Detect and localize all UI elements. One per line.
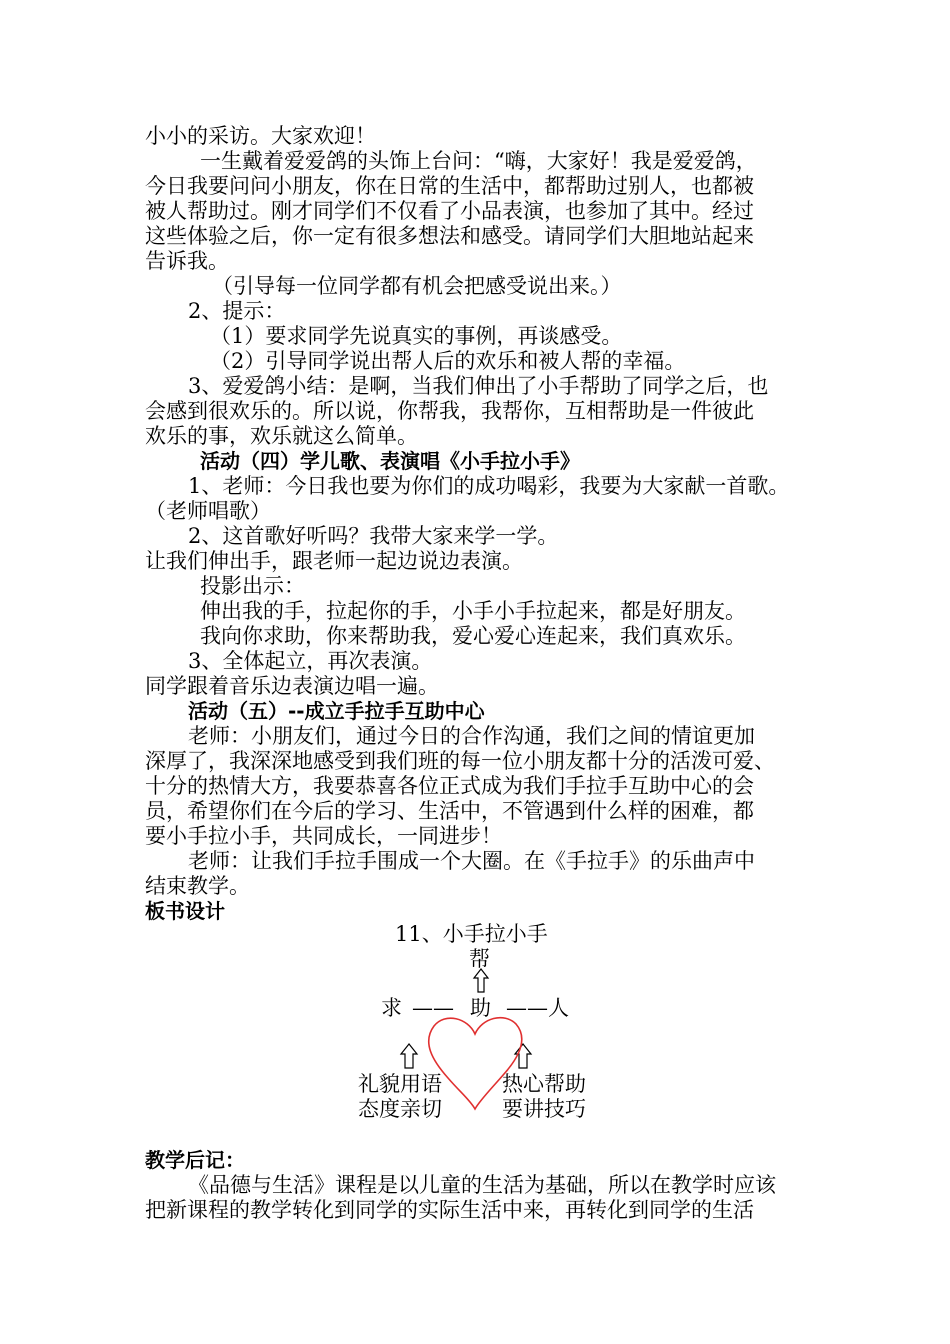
heart-icon (429, 1018, 522, 1109)
text-line: （1）要求同学先说真实的事例，再谈感受。 (210, 324, 623, 348)
board-center-char: 助 (470, 996, 491, 1020)
text-line: 会感到很欢乐的。所以说，你帮我，我帮你，互相帮助是一件彼此 (145, 399, 754, 423)
board-left-line1: 礼貌用语 (358, 1072, 442, 1096)
text-line: 被人帮助过。刚才同学们不仅看了小品表演，也参加了其中。经过 (145, 199, 754, 223)
text-line: 这些体验之后，你一定有很多想法和感受。请同学们大胆地站起来 (145, 224, 754, 248)
up-arrow-icon (474, 969, 488, 992)
text-line: 结束教学。 (145, 874, 250, 898)
text-line: 2、提示： (188, 299, 286, 323)
up-arrow-icon (401, 1044, 417, 1068)
text-line: （2）引导同学说出帮人后的欢乐和被人帮的幸福。 (210, 349, 686, 373)
text-line: 员，希望你们在今后的学习、生活中，不管遇到什么样的困难，都 (145, 799, 754, 823)
text-line: 2、这首歌好听吗？我带大家来学一学。 (188, 524, 559, 548)
text-line: 要小手拉小手，共同成长，一同进步！ (145, 824, 502, 848)
text-line: 告诉我。 (145, 249, 229, 273)
section-heading: 活动（四）学儿歌、表演唱《小手拉小手》 (200, 449, 580, 473)
text-line: 十分的热情大方，我要恭喜各位正式成为我们手拉手互助中心的会 (145, 774, 754, 798)
board-top-char: 帮 (469, 947, 490, 971)
afterword-heading: 教学后记： (145, 1148, 245, 1172)
text-line: 我向你求助，你来帮助我，爱心爱心连起来，我们真欢乐。 (200, 624, 746, 648)
board-left-line2: 态度亲切 (358, 1097, 442, 1121)
text-line: 3、全体起立，再次表演。 (188, 649, 433, 673)
board-title: 11、小手拉小手 (395, 922, 548, 946)
text-line: （引导每一位同学都有机会把感受说出来。） (212, 274, 622, 298)
text-line: 小小的采访。大家欢迎！ (145, 124, 376, 148)
text-line: 让我们伸出手，跟老师一起边说边表演。 (145, 549, 523, 573)
text-line: 1、老师：今日我也要为你们的成功喝彩，我要为大家献一首歌。 (188, 474, 790, 498)
afterword-line: 《品德与生活》课程是以儿童的生活为基础，所以在教学时应该 (188, 1173, 776, 1197)
board-right-line2: 要讲技巧 (502, 1097, 586, 1121)
text-line: 欢乐的事，欢乐就这么简单。 (145, 424, 418, 448)
board-left-char: 求 (381, 996, 402, 1020)
text-line: 一生戴着爱爱鸽的头饰上台问：“嗨，大家好！我是爱爱鸽， (200, 149, 757, 173)
board-right-char: 人 (548, 996, 569, 1020)
text-line: （老师唱歌） (145, 499, 271, 523)
text-line: 伸出我的手，拉起你的手，小手小手拉起来，都是好朋友。 (200, 599, 746, 623)
text-line: 今日我要问问小朋友，你在日常的生活中，都帮助过别人，也都被 (145, 174, 754, 198)
board-dash-right: —— (506, 996, 548, 1020)
text-line: 老师：小朋友们，通过今日的合作沟通，我们之间的情谊更加 (188, 724, 755, 748)
text-line: 深厚了，我深深地感受到我们班的每一位小朋友都十分的活泼可爱、 (145, 749, 775, 773)
text-line: 同学跟着音乐边表演边唱一遍。 (145, 674, 439, 698)
board-dash-left: —— (412, 996, 454, 1020)
board-right-line1: 热心帮助 (502, 1072, 586, 1096)
text-line: 老师：让我们手拉手围成一个大圈。在《手拉手》的乐曲声中 (188, 849, 755, 873)
section-heading: 活动（五）--成立手拉手互助中心 (188, 699, 485, 723)
text-line: 3、爱爱鸽小结：是啊，当我们伸出了小手帮助了同学之后，也 (188, 374, 769, 398)
afterword-line: 把新课程的教学转化到同学的实际生活中来，再转化到同学的生活 (145, 1198, 754, 1222)
text-line: 投影出示： (200, 574, 305, 598)
section-heading: 板书设计 (145, 899, 225, 923)
